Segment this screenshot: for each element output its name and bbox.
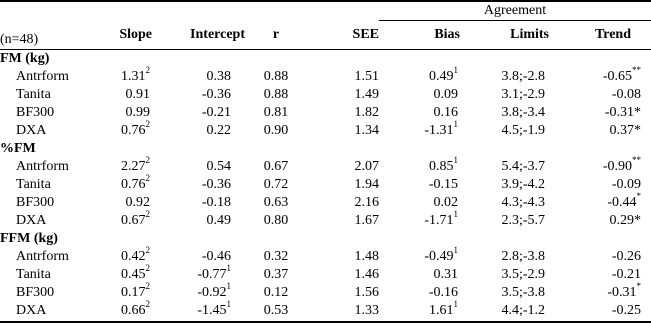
slope-cell-footnote-mark: 2 (145, 154, 150, 165)
method-label: Tanita (16, 266, 51, 282)
slope-cell (82, 64, 152, 86)
see-cell (307, 122, 379, 140)
bias-cell-value: 0.31 (433, 266, 458, 282)
slope-cell-footnote-mark: 2 (145, 298, 150, 309)
r-cell-value: 0.32 (263, 248, 289, 264)
col-header-bias: Bias (434, 26, 460, 42)
limits-cell-value: 3.9;-4.2 (501, 176, 545, 192)
table-row (0, 176, 651, 194)
bias-cell-footnote-mark: 1 (453, 118, 458, 129)
see-cell (307, 212, 379, 230)
intercept-cell (152, 280, 245, 302)
bias-cell (379, 244, 460, 266)
trend-cell-footnote-mark: ** (632, 154, 641, 165)
r-cell (245, 284, 307, 302)
limits-cell (460, 104, 549, 122)
trend-cell (549, 212, 651, 230)
method-label: Tanita (16, 176, 51, 192)
see-cell-value: 1.33 (354, 302, 379, 318)
section-title: FFM (kg) (0, 230, 58, 246)
intercept-cell-value: 0.22 (206, 122, 231, 138)
trend-cell-value: -0.44 (607, 194, 637, 210)
r-cell-value: 0.37 (263, 266, 289, 282)
method-label: Antrform (16, 158, 69, 174)
bias-cell (379, 284, 460, 302)
limits-cell (460, 266, 549, 284)
intercept-cell-value: 0.49 (206, 212, 231, 228)
slope-cell (82, 298, 152, 320)
limits-cell (460, 284, 549, 302)
bias-cell-footnote-mark: 1 (453, 208, 458, 219)
see-cell-value: 1.67 (354, 212, 379, 228)
trend-cell-value: -0.65 (602, 68, 632, 84)
bias-cell-value: 0.85 (429, 158, 454, 174)
r-cell (245, 302, 307, 320)
see-cell (307, 302, 379, 320)
limits-cell-value: 3.1;-2.9 (501, 86, 545, 102)
intercept-cell-value: -0.77 (197, 266, 227, 282)
slope-cell (82, 280, 152, 302)
bias-cell-value: -1.71 (424, 212, 454, 228)
trend-cell-footnote-mark: * (636, 280, 641, 291)
slope-cell (82, 104, 152, 122)
intercept-cell (152, 158, 245, 176)
method-label: DXA (16, 302, 47, 318)
table-row (0, 212, 651, 230)
bias-cell-value: -0.15 (428, 176, 458, 192)
trend-cell-value: 0.29* (609, 212, 641, 228)
bias-cell-value: 1.61 (429, 302, 454, 318)
limits-cell (460, 302, 549, 320)
trend-cell (549, 190, 651, 212)
see-cell-value: 2.07 (354, 158, 379, 174)
intercept-cell (152, 248, 245, 266)
limits-cell (460, 122, 549, 140)
slope-cell-value: 0.66 (121, 302, 146, 318)
header-row-columns (0, 21, 651, 50)
table-row (0, 302, 651, 320)
r-cell-value: 0.12 (263, 284, 289, 300)
see-cell (307, 284, 379, 302)
bias-cell-value: -1.31 (424, 122, 454, 138)
see-cell-value: 1.49 (354, 86, 379, 102)
method-label: DXA (16, 122, 47, 138)
trend-cell-value: 0.37* (609, 122, 641, 138)
col-header-intercept: Intercept (190, 26, 245, 42)
intercept-cell (152, 262, 245, 284)
trend-cell (549, 280, 651, 302)
intercept-cell (152, 68, 245, 86)
limits-cell-value: 5.4;-3.7 (501, 158, 545, 174)
see-cell (307, 266, 379, 284)
bias-cell-value: -0.16 (428, 284, 458, 300)
method-label: DXA (16, 212, 47, 228)
slope-cell-footnote-mark: 2 (145, 64, 150, 75)
see-cell-value: 1.82 (354, 104, 379, 120)
bias-cell (379, 118, 460, 140)
table-row (0, 68, 651, 86)
limits-cell (460, 86, 549, 104)
r-cell-value: 0.53 (263, 302, 289, 318)
table-row (0, 284, 651, 302)
slope-cell (82, 154, 152, 176)
limits-cell-value: 4.4;-1.2 (501, 302, 545, 318)
intercept-cell (152, 212, 245, 230)
r-cell (245, 86, 307, 104)
see-cell-value: 1.56 (354, 284, 379, 300)
r-cell-value: 0.80 (263, 212, 289, 228)
intercept-cell-value: -0.36 (201, 176, 231, 192)
bias-cell (379, 104, 460, 122)
r-cell (245, 158, 307, 176)
trend-cell-value: -0.26 (611, 248, 641, 264)
table-row (0, 86, 651, 104)
bias-cell-footnote-mark: 1 (453, 244, 458, 255)
intercept-cell-value: 0.38 (206, 68, 231, 84)
bias-cell-footnote-mark: 1 (453, 298, 458, 309)
slope-cell-value: 0.42 (121, 248, 146, 264)
r-cell (245, 248, 307, 266)
slope-cell-value: 0.91 (125, 86, 150, 102)
trend-cell (549, 104, 651, 122)
slope-cell-footnote-mark: 2 (145, 172, 150, 183)
bias-cell-value: 0.09 (433, 86, 458, 102)
slope-cell-value: 0.76 (121, 122, 146, 138)
method-label: BF300 (16, 194, 55, 210)
agreement-group-header: Agreement (379, 0, 651, 21)
slope-cell-value: 0.99 (125, 104, 150, 120)
trend-cell-value: -0.31 (607, 284, 637, 300)
slope-cell-footnote-mark: 2 (145, 262, 150, 273)
section-header-row (0, 230, 651, 248)
see-cell-value: 1.51 (354, 68, 379, 84)
col-header-see: SEE (352, 26, 379, 42)
r-cell (245, 104, 307, 122)
intercept-cell-footnote-mark: 1 (226, 262, 231, 273)
trend-cell-value: -0.08 (611, 86, 641, 102)
method-label: Antrform (16, 68, 69, 84)
intercept-cell (152, 194, 245, 212)
r-cell (245, 68, 307, 86)
slope-cell (82, 86, 152, 104)
bias-cell (379, 86, 460, 104)
method-label: Tanita (16, 86, 51, 102)
table-bottom-rule (0, 321, 651, 323)
trend-cell-footnote-mark: * (636, 190, 641, 201)
header-row-group (0, 0, 651, 21)
bias-cell (379, 154, 460, 176)
see-cell-value: 1.34 (354, 122, 379, 138)
intercept-cell (152, 122, 245, 140)
r-cell (245, 212, 307, 230)
bias-cell-value: 0.49 (429, 68, 454, 84)
table-row (0, 158, 651, 176)
r-cell (245, 176, 307, 194)
intercept-cell (152, 176, 245, 194)
see-cell (307, 104, 379, 122)
r-cell-value: 0.67 (263, 158, 289, 174)
see-cell (307, 158, 379, 176)
see-cell-value: 1.94 (354, 176, 379, 192)
intercept-cell (152, 298, 245, 320)
table-row (0, 122, 651, 140)
slope-cell-value: 0.17 (121, 284, 146, 300)
method-label: BF300 (16, 104, 55, 120)
see-cell (307, 86, 379, 104)
intercept-cell (152, 86, 245, 104)
limits-cell-value: 3.5;-2.9 (501, 266, 545, 282)
limits-cell-value: 4.5;-1.9 (501, 122, 545, 138)
slope-cell-footnote-mark: 2 (145, 244, 150, 255)
trend-cell-value: -0.21 (611, 266, 641, 282)
trend-cell (549, 266, 651, 284)
method-label: Antrform (16, 248, 69, 264)
r-cell-value: 0.81 (263, 104, 289, 120)
slope-cell-value: 0.92 (125, 194, 150, 210)
trend-cell (549, 248, 651, 266)
slope-cell-footnote-mark: 2 (145, 280, 150, 291)
trend-cell (549, 176, 651, 194)
intercept-cell-value: -0.36 (201, 86, 231, 102)
limits-cell-value: 3.5;-3.8 (501, 284, 545, 300)
bias-cell (379, 194, 460, 212)
r-cell-value: 0.88 (263, 68, 289, 84)
intercept-cell-value: 0.54 (206, 158, 231, 174)
bias-cell-footnote-mark: 1 (453, 154, 458, 165)
intercept-cell-value: -0.18 (201, 194, 231, 210)
see-cell (307, 68, 379, 86)
intercept-cell-value: -0.21 (201, 104, 231, 120)
limits-cell (460, 176, 549, 194)
table-row (0, 194, 651, 212)
limits-cell (460, 158, 549, 176)
see-cell-value: 2.16 (354, 194, 379, 210)
trend-cell-footnote-mark: ** (632, 64, 641, 75)
trend-cell (549, 302, 651, 320)
section-title: %FM (0, 140, 36, 156)
intercept-cell-value: -1.45 (197, 302, 227, 318)
bias-cell (379, 64, 460, 86)
limits-cell-value: 2.3;-5.7 (501, 212, 545, 228)
limits-cell (460, 212, 549, 230)
r-cell (245, 194, 307, 212)
slope-cell (82, 118, 152, 140)
col-header-slope: Slope (119, 26, 152, 42)
trend-cell (549, 64, 651, 86)
slope-cell (82, 208, 152, 230)
limits-cell (460, 68, 549, 86)
trend-cell-value: -0.09 (611, 176, 641, 192)
r-cell (245, 122, 307, 140)
bias-cell (379, 176, 460, 194)
bias-cell (379, 266, 460, 284)
see-cell (307, 248, 379, 266)
intercept-cell-footnote-mark: 1 (226, 280, 231, 291)
col-header-limits: Limits (510, 26, 549, 42)
slope-cell-value: 1.31 (121, 68, 146, 84)
limits-cell-value: 3.8;-3.4 (501, 104, 545, 120)
section-header-row (0, 140, 651, 158)
section-header-row (0, 49, 651, 68)
trend-cell-value: -0.90 (602, 158, 632, 174)
bias-cell-value: 0.16 (433, 104, 458, 120)
bias-cell-footnote-mark: 1 (453, 64, 458, 75)
slope-cell-footnote-mark: 2 (145, 118, 150, 129)
method-label: BF300 (16, 284, 55, 300)
slope-cell (82, 244, 152, 266)
trend-cell (549, 86, 651, 104)
intercept-cell-value: -0.46 (201, 248, 231, 264)
limits-cell (460, 194, 549, 212)
slope-cell-value: 0.76 (121, 176, 146, 192)
slope-cell (82, 172, 152, 194)
col-header-trend: Trend (594, 26, 631, 42)
col-header-r: r (272, 26, 280, 42)
see-cell-value: 1.46 (354, 266, 379, 282)
r-cell-value: 0.90 (263, 122, 289, 138)
see-cell-value: 1.48 (354, 248, 379, 264)
slope-cell-footnote-mark: 2 (145, 208, 150, 219)
bias-cell-value: 0.02 (433, 194, 458, 210)
table-row (0, 266, 651, 284)
trend-cell (549, 122, 651, 140)
slope-cell (82, 262, 152, 284)
slope-cell-value: 2.27 (121, 158, 146, 174)
bias-cell-value: -0.49 (424, 248, 454, 264)
limits-cell (460, 248, 549, 266)
limits-cell-value: 4.3;-4.3 (501, 194, 545, 210)
bias-cell (379, 298, 460, 320)
intercept-cell-footnote-mark: 1 (226, 298, 231, 309)
trend-cell-value: -0.31* (604, 104, 641, 120)
see-cell (307, 176, 379, 194)
slope-cell (82, 194, 152, 212)
trend-cell (549, 154, 651, 176)
r-cell-value: 0.63 (263, 194, 289, 210)
slope-cell-value: 0.45 (121, 266, 146, 282)
r-cell-value: 0.88 (263, 86, 289, 102)
slope-cell-value: 0.67 (121, 212, 146, 228)
trend-cell-value: -0.25 (611, 302, 641, 318)
bias-cell (379, 208, 460, 230)
section-title: FM (kg) (0, 50, 50, 66)
r-cell-value: 0.72 (263, 176, 289, 192)
limits-cell-value: 3.8;-2.8 (501, 68, 545, 84)
table-row (0, 248, 651, 266)
limits-cell-value: 2.8;-3.8 (501, 248, 545, 264)
intercept-cell-value: -0.92 (197, 284, 227, 300)
see-cell (307, 194, 379, 212)
intercept-cell (152, 104, 245, 122)
r-cell (245, 266, 307, 284)
sample-size-label: (n=48) (0, 31, 39, 47)
table-row (0, 104, 651, 122)
